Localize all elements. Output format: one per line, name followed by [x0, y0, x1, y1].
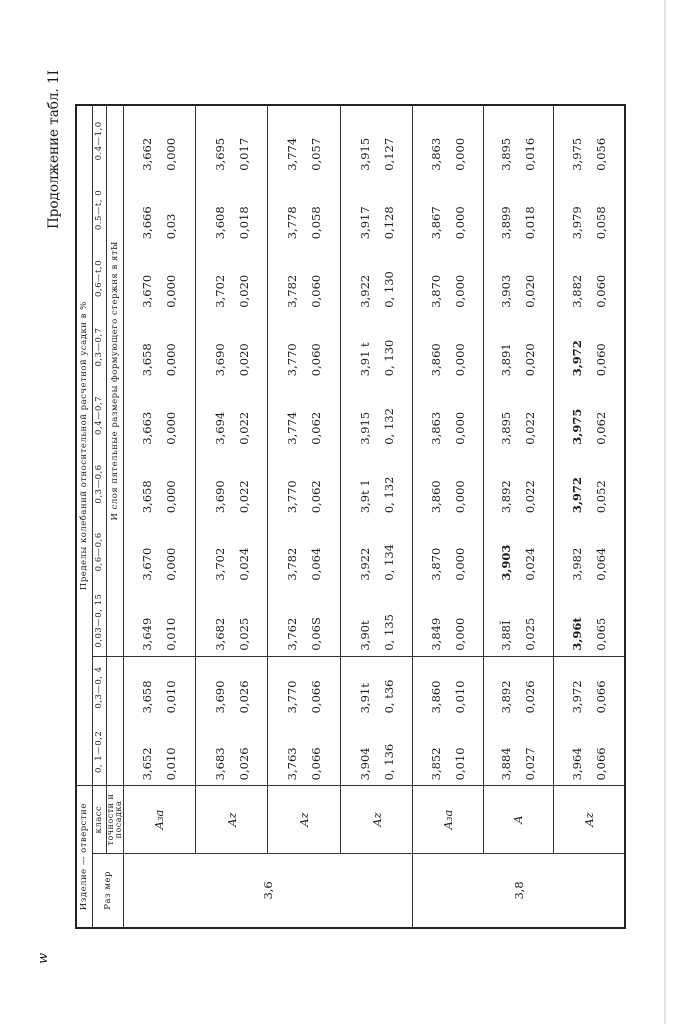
value-cell — [483, 313, 553, 381]
value-cell — [123, 450, 195, 518]
value-text: 0,064 — [594, 547, 609, 581]
value-text: 0,000 — [453, 480, 467, 514]
fit-cell: Az — [554, 786, 625, 853]
fit-cell: Az — [268, 786, 340, 853]
value-text: 3,662 — [140, 137, 155, 171]
col-header-10: 0.4—1,0 — [92, 105, 106, 176]
value-cell — [554, 718, 625, 785]
value-cell — [195, 718, 267, 785]
value-text: 3,658 — [140, 680, 155, 714]
value-text: 3,782 — [285, 274, 300, 308]
value-text: 0,056 — [594, 137, 609, 171]
value-text: 0, 130 — [381, 271, 396, 308]
value-cell — [554, 518, 625, 585]
value-text: 3,763 — [285, 747, 300, 781]
value-text: 0,010 — [453, 680, 467, 714]
fit-cell: A — [483, 786, 553, 853]
value-cell — [123, 176, 195, 244]
value-text: 3,895 — [499, 137, 514, 171]
header-limits: Пределы колебаний относительной расчетной усадки в % — [79, 301, 90, 591]
value-text: 0,066 — [594, 747, 609, 781]
value-text: 3,903 — [499, 544, 514, 581]
value-cell — [413, 518, 483, 585]
col-header-7: 0,3—0,7 — [92, 313, 106, 381]
header-sublimits: И слоя пятельные размеры формующего стержня в ятЫ — [106, 105, 123, 656]
value-cell — [195, 105, 267, 176]
value-text: 3,666 — [140, 206, 155, 240]
value-text: 3,770 — [285, 480, 300, 514]
value-text: 3,860 — [429, 480, 443, 514]
value-cell — [413, 450, 483, 518]
value-cell — [195, 381, 267, 449]
value-text: 3,762 — [285, 617, 300, 651]
value-text: 3,972 — [570, 340, 585, 377]
value-cell — [123, 313, 195, 381]
value-text: 0, t36 — [381, 679, 396, 714]
value-cell — [195, 176, 267, 244]
value-cell — [554, 176, 625, 244]
value-cell — [195, 518, 267, 585]
value-cell — [195, 656, 267, 718]
value-cell — [123, 656, 195, 718]
value-cell — [340, 518, 412, 585]
value-text: 3,972 — [570, 477, 585, 514]
value-text: 3,649 — [140, 617, 155, 651]
data-table — [75, 104, 626, 929]
value-text: 0,000 — [453, 274, 467, 308]
value-text: 3,882 — [570, 274, 585, 308]
table-title: Продолжение табл. 1I — [46, 70, 62, 229]
value-text: 0,022 — [236, 480, 251, 514]
value-cell — [483, 244, 553, 312]
value-text: 3,852 — [429, 747, 443, 781]
fit-cell: A₃a — [413, 786, 483, 853]
value-text: 0,026 — [523, 680, 538, 714]
value-cell — [483, 656, 553, 718]
value-cell — [413, 656, 483, 718]
value-text: 3,670 — [140, 274, 155, 308]
value-cell — [340, 381, 412, 449]
value-text: 0,000 — [164, 547, 179, 581]
value-text: 0,058 — [594, 206, 609, 240]
value-text: 0,010 — [164, 617, 179, 651]
value-cell — [340, 450, 412, 518]
value-text: 3,917 — [357, 206, 372, 240]
value-cell — [340, 586, 412, 657]
value-text: 3,892 — [499, 680, 514, 714]
fit-cell: A₃a — [123, 786, 195, 853]
value-cell — [268, 244, 340, 312]
header-accuracy-fit: точности и посадка — [106, 786, 123, 853]
header-item-hole: Изделие — отверстие — [76, 786, 92, 928]
value-cell — [195, 586, 267, 657]
value-text: 3,922 — [357, 274, 372, 308]
value-cell — [268, 450, 340, 518]
value-text: 3,91t — [357, 683, 372, 714]
value-text: 3,903 — [499, 274, 514, 308]
value-text: 3,922 — [357, 547, 372, 581]
value-text: 3,88Ĭ — [499, 620, 514, 651]
value-cell — [268, 313, 340, 381]
size-cell: 3,6 — [123, 853, 413, 928]
col-header-8: 0,6—t,0 — [92, 244, 106, 312]
value-text: 3,608 — [212, 206, 227, 240]
value-text: 3,658 — [140, 480, 155, 514]
value-text: 3,96t — [570, 617, 585, 651]
value-text: 0,024 — [523, 547, 538, 581]
value-text: 0,010 — [164, 747, 179, 781]
value-cell — [483, 450, 553, 518]
fit-cell: Az — [340, 786, 412, 853]
value-cell — [483, 176, 553, 244]
value-cell — [340, 313, 412, 381]
value-text: 0, 134 — [381, 544, 396, 581]
value-text: 3,774 — [285, 411, 300, 445]
value-cell — [195, 450, 267, 518]
value-text: 3,849 — [429, 617, 443, 651]
value-cell — [268, 586, 340, 657]
value-cell — [554, 586, 625, 657]
value-text: 0,062 — [309, 480, 324, 514]
value-cell — [554, 450, 625, 518]
value-text: 3,975 — [570, 137, 585, 171]
value-text: 0,018 — [236, 206, 251, 240]
value-text: 0,025 — [523, 617, 538, 651]
col-header-1: 0, 1—0,2 — [92, 718, 106, 785]
fit-cell: Az — [195, 786, 267, 853]
value-text: 0,010 — [453, 747, 467, 781]
value-text: 3,774 — [285, 137, 300, 171]
value-cell — [268, 518, 340, 585]
value-text: 3,982 — [570, 547, 585, 581]
col-header-9: 0.5—t, 0 — [92, 176, 106, 244]
value-cell — [413, 313, 483, 381]
value-text: 0, 130 — [381, 339, 396, 377]
value-text: 3,863 — [429, 137, 443, 171]
value-text: 3,658 — [140, 343, 155, 377]
value-text: 0,064 — [309, 547, 324, 581]
value-text: 3,892 — [499, 480, 514, 514]
value-text: 0,128 — [381, 206, 396, 240]
value-text: 3,91 t — [357, 342, 372, 377]
value-cell — [340, 718, 412, 785]
value-text: 0,020 — [236, 343, 251, 377]
value-text: 0,000 — [164, 137, 179, 171]
value-text: 3,899 — [499, 206, 514, 240]
value-text: 0,000 — [164, 343, 179, 377]
header-size: Раз мер — [92, 853, 123, 928]
value-cell — [483, 586, 553, 657]
value-cell — [268, 105, 340, 176]
value-text: 3,778 — [285, 206, 300, 240]
value-text: 0,000 — [453, 137, 467, 171]
value-text: 3,870 — [429, 547, 443, 581]
value-text: 0,017 — [236, 137, 251, 171]
value-cell — [413, 105, 483, 176]
value-text: 0,000 — [164, 480, 179, 514]
value-text: 3,860 — [429, 680, 443, 714]
value-text: 0,020 — [523, 274, 538, 308]
value-cell — [413, 718, 483, 785]
value-cell — [268, 176, 340, 244]
value-text: 3,683 — [212, 747, 227, 781]
value-cell — [483, 718, 553, 785]
value-text: 0,065 — [594, 617, 609, 651]
value-text: 0,000 — [164, 411, 179, 445]
value-cell — [483, 381, 553, 449]
value-cell — [413, 176, 483, 244]
value-text: 3,702 — [212, 547, 227, 581]
value-text: 3,695 — [212, 137, 227, 171]
value-text: 0,018 — [523, 206, 538, 240]
value-text: 3,895 — [499, 411, 514, 445]
value-text: 0,022 — [523, 480, 538, 514]
value-text: 0,027 — [523, 747, 538, 781]
value-cell — [123, 518, 195, 585]
value-text: 3,972 — [570, 680, 585, 714]
value-text: 0, 132 — [381, 408, 396, 445]
value-text: 0,010 — [164, 680, 179, 714]
value-cell — [123, 105, 195, 176]
value-cell — [483, 518, 553, 585]
value-cell — [195, 313, 267, 381]
value-text: 0,060 — [594, 343, 609, 377]
value-cell — [554, 381, 625, 449]
value-text: 0,026 — [236, 680, 251, 714]
value-cell — [195, 244, 267, 312]
value-text: 3,770 — [285, 680, 300, 714]
value-text: 0,06S — [309, 617, 324, 651]
value-text: 0,060 — [309, 274, 324, 308]
value-text: 0,052 — [594, 480, 609, 514]
header-class: класс — [92, 786, 106, 853]
value-text: 0,020 — [236, 274, 251, 308]
value-text: 3,652 — [140, 747, 155, 781]
value-cell — [340, 176, 412, 244]
col-header-2: 0,3—0, 4 — [92, 656, 106, 718]
value-text: 0,060 — [309, 343, 324, 377]
value-text: 0,020 — [523, 343, 538, 377]
value-text: 0,026 — [236, 747, 251, 781]
value-text: 3,670 — [140, 547, 155, 581]
value-text: 3,782 — [285, 547, 300, 581]
value-cell — [554, 244, 625, 312]
value-text: 3,904 — [357, 747, 372, 781]
value-text: 3,915 — [357, 411, 372, 445]
value-cell — [340, 105, 412, 176]
value-text: 3,690 — [212, 480, 227, 514]
value-cell — [268, 718, 340, 785]
value-cell — [413, 381, 483, 449]
value-cell — [123, 381, 195, 449]
value-text: 3,690 — [212, 343, 227, 377]
value-cell — [483, 105, 553, 176]
value-text: 3,90t — [357, 620, 372, 651]
col-header-4: 0,6—0,6 — [92, 518, 106, 585]
value-cell — [340, 244, 412, 312]
value-text: 3,915 — [357, 137, 372, 171]
value-text: 0,000 — [453, 411, 467, 445]
value-cell — [268, 381, 340, 449]
value-text: 3,690 — [212, 680, 227, 714]
value-text: 0,058 — [309, 206, 324, 240]
page-number: w — [36, 952, 51, 964]
value-cell — [554, 105, 625, 176]
value-text: 0,022 — [236, 411, 251, 445]
value-text: 3,663 — [140, 411, 155, 445]
value-text: 3,694 — [212, 411, 227, 445]
value-text: 0,03 — [164, 213, 179, 240]
value-text: 0,066 — [309, 747, 324, 781]
col-header-6: 0,4—0,7 — [92, 381, 106, 449]
value-text: 0,024 — [236, 547, 251, 581]
value-text: 3,979 — [570, 206, 585, 240]
value-cell — [123, 586, 195, 657]
value-text: 0,025 — [236, 617, 251, 651]
value-text: 0, 136 — [381, 743, 396, 781]
value-cell — [268, 656, 340, 718]
value-cell — [413, 586, 483, 657]
value-text: 0,000 — [453, 617, 467, 651]
value-text: 0,066 — [594, 680, 609, 714]
value-text: 0,000 — [164, 274, 179, 308]
value-text: 0,127 — [381, 137, 396, 171]
value-cell — [123, 244, 195, 312]
value-text: 3,9t 1 — [357, 479, 372, 514]
value-text: 3,867 — [429, 206, 443, 240]
value-cell — [123, 718, 195, 785]
value-text: 3,863 — [429, 411, 443, 445]
value-text: 0,066 — [309, 680, 324, 714]
value-text: 3,884 — [499, 747, 514, 781]
value-text: 0,000 — [453, 343, 467, 377]
value-text: 0,060 — [594, 274, 609, 308]
value-cell — [554, 656, 625, 718]
value-text: 3,682 — [212, 617, 227, 651]
value-text: 0,057 — [309, 137, 324, 171]
value-text: 0,000 — [453, 547, 467, 581]
value-text: 0, 135 — [381, 614, 396, 651]
col-header-3: 0,03—0, 15 — [92, 586, 106, 657]
value-text: 0,022 — [523, 411, 538, 445]
value-text: 3,870 — [429, 274, 443, 308]
value-text: 3,702 — [212, 274, 227, 308]
value-text: 0,062 — [309, 411, 324, 445]
value-text: 0,016 — [523, 137, 538, 171]
value-text: 3,975 — [570, 408, 585, 445]
value-cell — [340, 656, 412, 718]
value-text: 3,770 — [285, 343, 300, 377]
value-cell — [413, 244, 483, 312]
value-text: 0, 132 — [381, 476, 396, 514]
value-text: 3,860 — [429, 343, 443, 377]
value-text: 3,891 — [499, 343, 514, 377]
size-cell: 3,8 — [413, 853, 625, 928]
value-cell — [554, 313, 625, 381]
value-text: 3,964 — [570, 747, 585, 781]
value-text: 0,062 — [594, 411, 609, 445]
value-text: 0,000 — [453, 206, 467, 240]
col-header-5: 0,3—0,6 — [92, 450, 106, 518]
